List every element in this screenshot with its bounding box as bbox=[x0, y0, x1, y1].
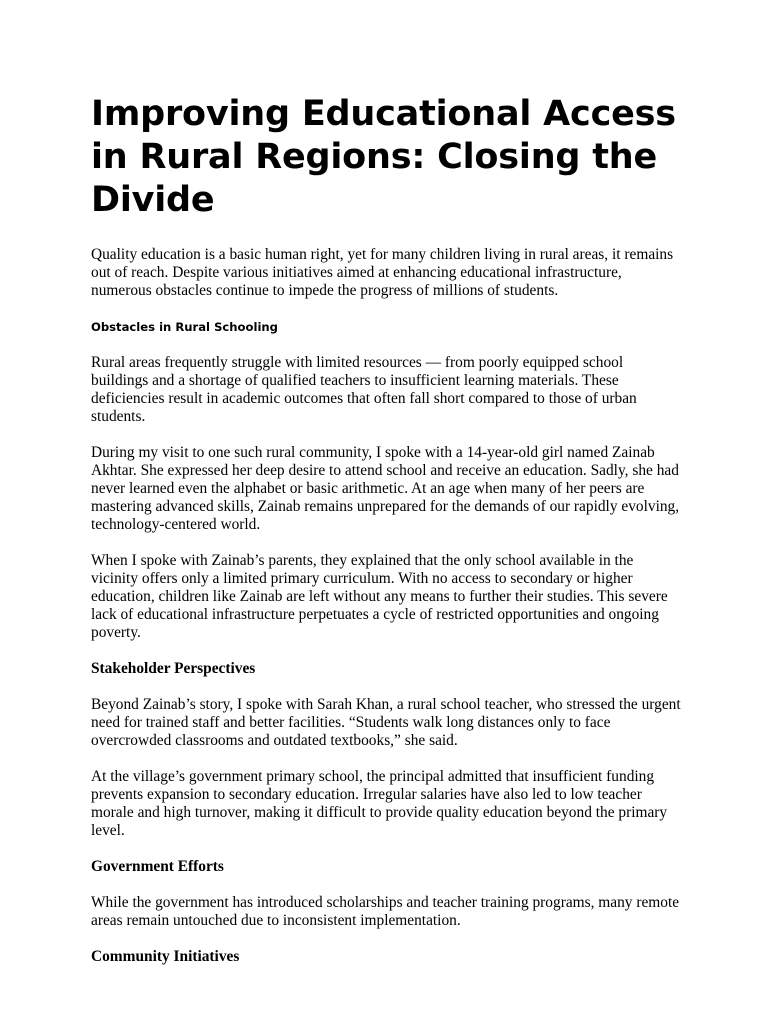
stakeholders-paragraph-1: Beyond Zainab’s story, I spoke with Sarah Khan, a rural school teacher, who stressed the urgent need for trained staff and better facilities. “Students walk long distances only to face overcrowded classrooms and outdated textbooks,” she said. bbox=[91, 696, 681, 749]
section-heading-obstacles: Obstacles in Rural Schooling bbox=[91, 320, 278, 334]
document-title: Improving Educational Access in Rural Regions: Closing the Divide bbox=[91, 94, 676, 220]
intro-paragraph: Quality education is a basic human right, yet for many children living in rural areas, it remains out of reach. Despite various initiatives aimed at enhancing educational infrastructure, numerous obstacles continue to impede the progress of millions of students. bbox=[91, 246, 674, 299]
section-heading-government: Government Efforts bbox=[91, 858, 224, 875]
obstacles-paragraph-3: When I spoke with Zainab’s parents, they explained that the only school available in the vicinity offers only a limited primary curriculum. With no access to secondary or higher education, children like Zainab are left without any means to further their studies. This severe lack of educational infrastructure perpetuates a cycle of restricted opportunities and ongoing poverty. bbox=[91, 552, 668, 641]
obstacles-paragraph-1: Rural areas frequently struggle with limited resources — from poorly equipped school buildings and a shortage of qualified teachers to insufficient learning materials. These deficiencies result in academic outcomes that often fall short compared to those of urban students. bbox=[91, 354, 637, 425]
government-paragraph-1: While the government has introduced scholarships and teacher training programs, many remote areas remain untouched due to inconsistent implementation. bbox=[91, 894, 680, 929]
section-heading-community: Community Initiatives bbox=[91, 948, 240, 965]
stakeholders-paragraph-2: At the village’s government primary school, the principal admitted that insufficient funding prevents expansion to secondary education. Irregular salaries have also led to low teacher morale and high turnover, making it difficult to provide quality education beyond the primary level. bbox=[91, 768, 668, 839]
section-heading-stakeholders: Stakeholder Perspectives bbox=[91, 660, 256, 677]
document-page bbox=[91, 93, 683, 984]
obstacles-paragraph-2: During my visit to one such rural community, I spoke with a 14-year-old girl named Zainab Akhtar. She expressed her deep desire to attend school and receive an education. Sadly, she had never learned even the alphabet or basic arithmetic. At an age when many of her peers are mastering advanced skills, Zainab remains unprepared for the demands of our rapidly evolving, technology-centered world. bbox=[91, 444, 680, 533]
